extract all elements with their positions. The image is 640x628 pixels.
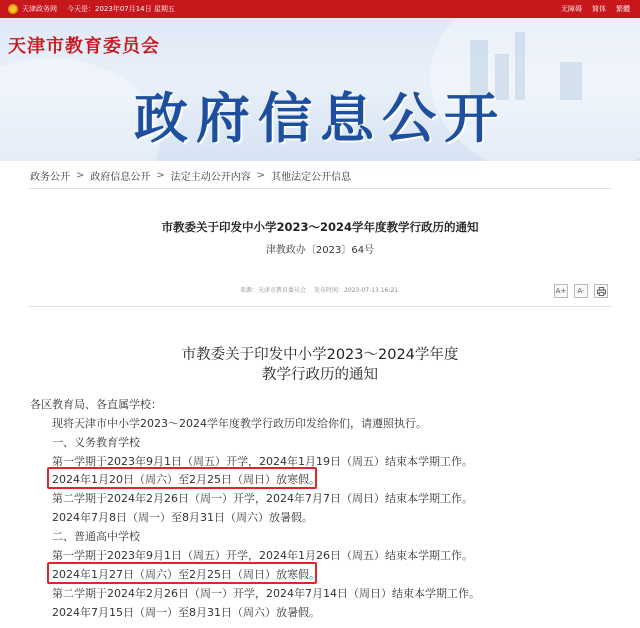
body-paragraph: 第一学期于2023年9月1日（周五）开学，2024年1月19日（周五）结束本学期工作。 [52,455,473,468]
site-name-link[interactable]: 天津政务网 [22,5,57,13]
national-emblem-icon [8,4,18,14]
breadcrumb-item[interactable]: 政务公开 [30,172,70,183]
highlight-box [47,562,317,584]
divider [28,306,612,307]
breadcrumb-separator: > [256,170,266,181]
font-increase-icon[interactable]: A+ [554,284,568,298]
document-number: 津教政办〔2023〕64号 [265,245,375,256]
body-paragraph: 第二学期于2024年2月26日（周一）开学，2024年7月7日（周日）结束本学期工作。 [52,492,473,505]
body-paragraph: 2024年7月15日（周一）至8月31日（周六）放暑假。 [52,606,320,619]
breadcrumb-item[interactable]: 其他法定公开信息 [271,172,352,183]
section-heading: 一、义务教育学校 [52,436,140,449]
breadcrumb [30,168,351,183]
date-text: 今天是：2023年07月14日 星期五 [67,5,175,13]
banner-headline: 政府信息公开 [134,87,506,150]
simplified-chinese-link[interactable]: 简体 [592,5,606,13]
article-source: 来源：天津市教育委员会 [240,287,307,294]
accessibility-link[interactable]: 无障碍 [561,5,582,13]
header-banner [0,18,640,161]
top-bar-right [561,4,640,14]
body-paragraph: 第二学期于2024年2月26日（周一）开学，2024年7月14日（周日）结束本学期工作。 [52,587,480,600]
breadcrumb-item[interactable]: 法定主动公开内容 [170,172,251,183]
article-tools [554,284,608,298]
article-meta [240,285,398,294]
body-paragraph: 2024年1月20日（周六）至2月25日（周日）放寒假。 [52,473,320,486]
body-paragraph: 2024年7月8日（周一）至8月31日（周六）放暑假。 [52,511,313,524]
breadcrumb-separator: > [76,170,85,181]
salutation: 各区教育局、各直属学校： [30,398,162,411]
top-bar [0,0,640,18]
top-bar-left [0,4,175,14]
body-paragraph: 2024年1月27日（周六）至2月25日（周日）放寒假。 [52,568,320,581]
traditional-chinese-link[interactable]: 繁體 [616,5,630,13]
body-paragraph: 第一学期于2023年9月1日（周五）开学，2024年1月26日（周五）结束本学期工作。 [52,549,473,562]
org-name-logo[interactable]: 天津市教育委员会 [8,36,160,57]
section-heading: 二、普通高中学校 [52,530,140,543]
article-heading: 市教委关于印发中小学2023～2024学年度 [181,347,459,363]
article-publish-time: 发布时间：2023-07-13 16:21 [314,287,399,294]
print-icon[interactable] [594,284,608,298]
highlight-box [47,467,317,489]
divider [28,188,612,189]
breadcrumb-item[interactable]: 政府信息公开 [90,172,151,183]
font-decrease-icon[interactable]: A- [574,284,588,298]
breadcrumb-separator: > [156,170,165,181]
article-heading: 教学行政历的通知 [262,367,378,383]
body-paragraph: 现将天津市中小学2023～2024学年度教学行政历印发给你们，请遵照执行。 [52,417,427,430]
article-title: 市教委关于印发中小学2023～2024学年度教学行政历的通知 [161,220,479,234]
